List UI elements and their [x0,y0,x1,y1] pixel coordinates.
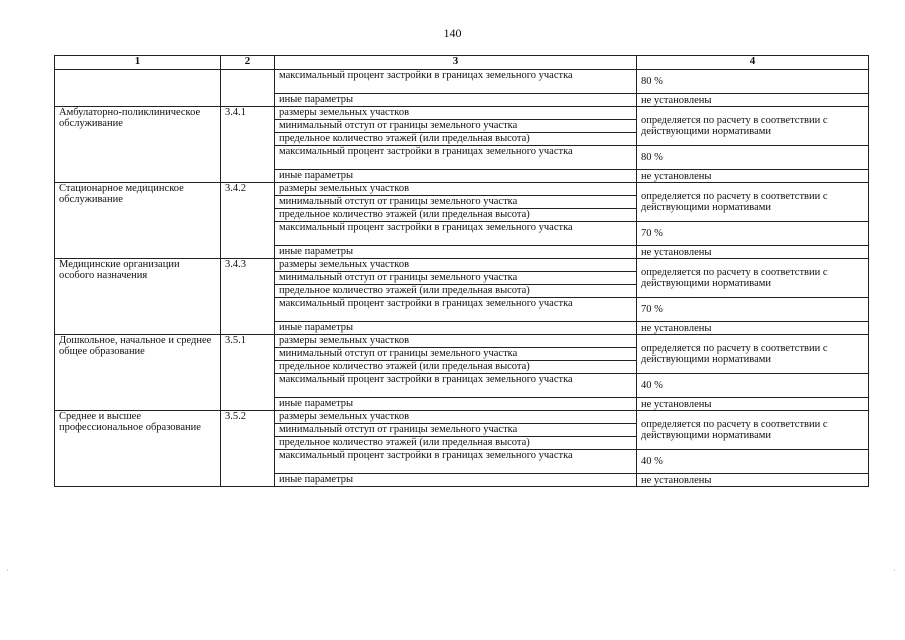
param-cell: максимальный процент застройки в границах земельного участка [275,222,637,246]
value-cell: 40 % [637,450,869,474]
param-cell: предельное количество этажей (или предельная высота) [275,437,637,450]
value-cell: не установлены [637,170,869,183]
value-cell: определяется по расчету в соответствии с действующими нормативами [637,259,869,298]
table-row [55,259,869,272]
scan-mark-left: · [6,566,9,575]
param-cell: иные параметры [275,246,637,259]
value-cell: не установлены [637,474,869,487]
use-type-code: 3.4.1 [221,107,275,183]
param-cell: иные параметры [275,474,637,487]
param-cell: максимальный процент застройки в границах земельного участка [275,146,637,170]
param-cell: размеры земельных участков [275,335,637,348]
value-cell: определяется по расчету в соответствии с действующими нормативами [637,183,869,222]
value-cell: определяется по расчету в соответствии с действующими нормативами [637,411,869,450]
table-row [55,335,869,348]
value-cell: определяется по расчету в соответствии с действующими нормативами [637,335,869,374]
header-col-4: 4 [637,56,869,70]
param-cell: минимальный отступ от границы земельного участка [275,120,637,133]
use-type-name: Амбулаторно-поликлиническое обслуживание [55,107,221,183]
value-cell: определяется по расчету в соответствии с действующими нормативами [637,107,869,146]
value-cell: 80 % [637,70,869,94]
param-cell: иные параметры [275,170,637,183]
use-type-name: Стационарное медицинское обслуживание [55,183,221,259]
header-col-3: 3 [275,56,637,70]
value-cell: 40 % [637,374,869,398]
param-cell: максимальный процент застройки в границах земельного участка [275,70,637,94]
table-row [55,183,869,196]
param-cell: минимальный отступ от границы земельного участка [275,348,637,361]
use-type-code: 3.4.2 [221,183,275,259]
value-cell: не установлены [637,398,869,411]
param-cell: предельное количество этажей (или предельная высота) [275,209,637,222]
param-cell: предельное количество этажей (или предельная высота) [275,133,637,146]
value-cell: 80 % [637,146,869,170]
use-type-name: Дошкольное, начальное и среднее общее образование [55,335,221,411]
param-cell: размеры земельных участков [275,107,637,120]
sections-body [55,107,869,487]
value-cell: не установлены [637,246,869,259]
table-row [55,70,869,94]
use-type-code: 3.5.2 [221,411,275,487]
param-cell: максимальный процент застройки в границах земельного участка [275,298,637,322]
header-row [55,56,869,70]
continuation-name-cell [55,70,221,107]
param-cell: иные параметры [275,398,637,411]
header-col-1: 1 [55,56,221,70]
param-cell: размеры земельных участков [275,183,637,196]
continuation-code-cell [221,70,275,107]
use-type-code: 3.5.1 [221,335,275,411]
page-number: 140 [443,26,462,40]
use-type-name: Медицинские организации особого назначения [55,259,221,335]
use-type-name: Среднее и высшее профессиональное образование [55,411,221,487]
param-cell: иные параметры [275,322,637,335]
value-cell: не установлены [637,322,869,335]
param-cell: максимальный процент застройки в границах земельного участка [275,374,637,398]
param-cell: максимальный процент застройки в границах земельного участка [275,450,637,474]
table-row [55,107,869,120]
use-type-code: 3.4.3 [221,259,275,335]
table-row [55,411,869,424]
param-cell: иные параметры [275,94,637,107]
scan-mark-right: · [893,566,896,575]
param-cell: предельное количество этажей (или предельная высота) [275,361,637,374]
param-cell: размеры земельных участков [275,411,637,424]
param-cell: предельное количество этажей (или предельная высота) [275,285,637,298]
value-cell: 70 % [637,298,869,322]
param-cell: минимальный отступ от границы земельного участка [275,272,637,285]
regulations-table [54,55,869,487]
param-cell: размеры земельных участков [275,259,637,272]
param-cell: минимальный отступ от границы земельного участка [275,424,637,437]
value-cell: не установлены [637,94,869,107]
header-col-2: 2 [221,56,275,70]
param-cell: минимальный отступ от границы земельного участка [275,196,637,209]
value-cell: 70 % [637,222,869,246]
